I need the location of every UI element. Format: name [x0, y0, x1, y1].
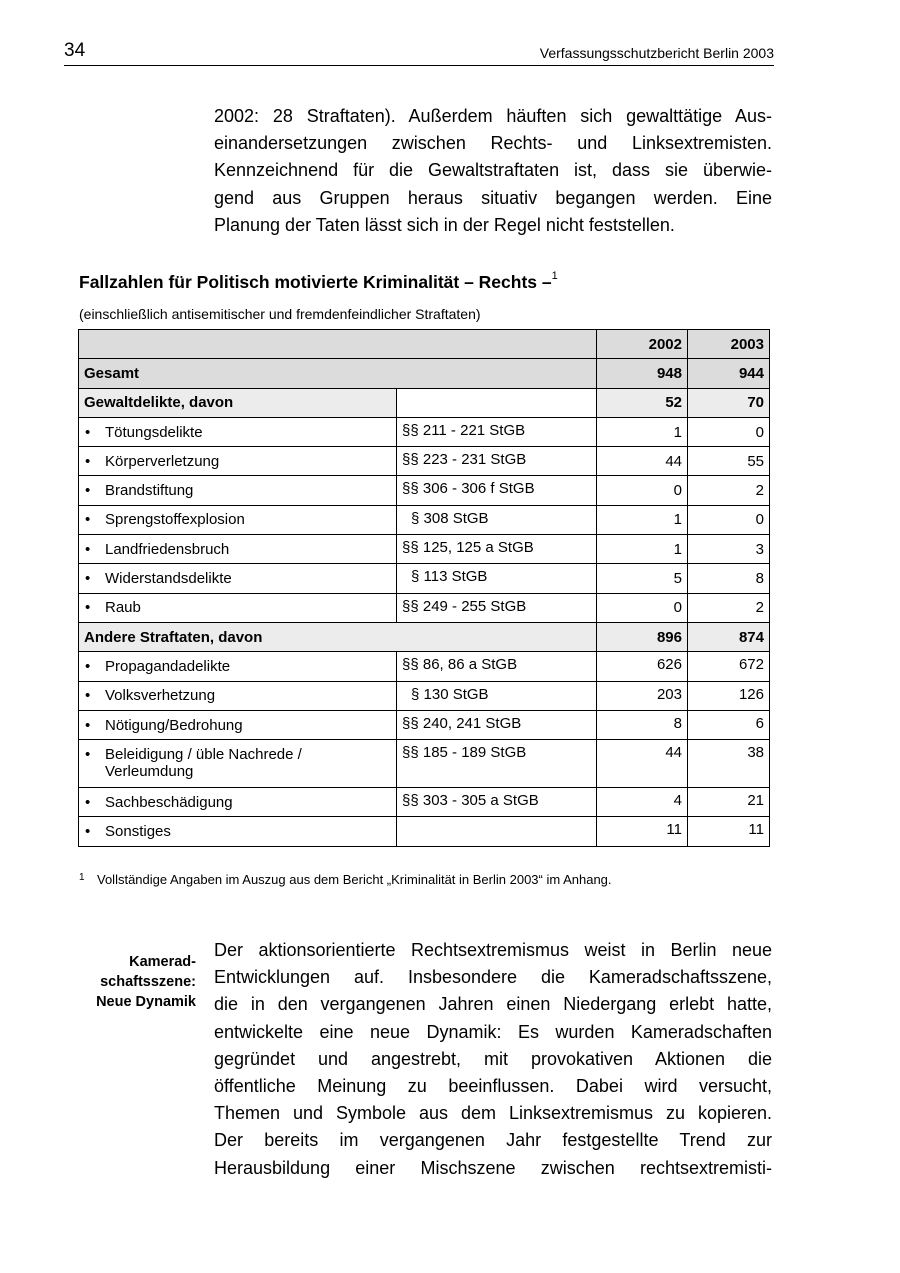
value-2002: 1 [597, 417, 688, 446]
text-line: Entwicklungen auf. Insbesondere die Kameradschaftsszene, [214, 967, 772, 988]
bullet-icon: • [85, 511, 91, 529]
offense-name: • Widerstandsdelikte [79, 564, 397, 593]
value-2003: 3 [688, 535, 770, 564]
total-2003: 944 [688, 359, 770, 388]
text-line: Themen und Symbole aus dem Linksextremismus zu kopieren. [214, 1103, 772, 1124]
value-2002: 5 [597, 564, 688, 593]
group-row-other [79, 622, 770, 651]
bullet-icon: • [85, 599, 91, 617]
total-label: Gesamt [79, 359, 597, 388]
value-2002: 1 [597, 505, 688, 534]
table-row [79, 447, 770, 476]
text-line: Kennzeichnend für die Gewaltstraftaten ist, dass sie überwie- [214, 160, 772, 181]
table-header-row [79, 330, 770, 359]
offense-name: • Nötigung/Bedrohung [79, 710, 397, 739]
bullet-icon: • [85, 423, 91, 441]
bullet-icon: • [85, 540, 91, 558]
group-value-2002: 896 [597, 622, 688, 651]
table-subtitle: (einschließlich antisemitischer und fremdenfeindlicher Straftaten) [79, 306, 481, 322]
bullet-icon: • [85, 793, 91, 811]
value-2002: 8 [597, 710, 688, 739]
value-2003: 55 [688, 447, 770, 476]
text-line: die in den vergangenen Jahren einen Niedergang erlebt hatte, [214, 994, 772, 1015]
value-2002: 203 [597, 681, 688, 710]
crime-statistics-table [78, 329, 770, 847]
offense-name: • Landfriedensbruch [79, 535, 397, 564]
value-2002: 1 [597, 535, 688, 564]
bullet-icon: • [85, 716, 91, 734]
table-row [79, 417, 770, 446]
group-empty-cell [397, 388, 597, 417]
footnote-mark: 1 [79, 872, 85, 883]
group-value-2003: 874 [688, 622, 770, 651]
intro-paragraph [214, 103, 772, 239]
legal-reference: §§ 306 - 306 f StGB [397, 476, 597, 505]
legal-reference: §§ 303 - 305 a StGB [397, 788, 597, 817]
footnote [79, 872, 612, 887]
table-row [79, 681, 770, 710]
offense-name: • Brandstiftung [79, 476, 397, 505]
offense-name: • Raub [79, 593, 397, 622]
value-2002: 0 [597, 593, 688, 622]
running-title: Verfassungsschutzbericht Berlin 2003 [539, 45, 774, 61]
value-2002: 44 [597, 740, 688, 788]
table-row [79, 652, 770, 681]
text-line: gegründet und angestrebt, mit provokativen Aktionen die [214, 1048, 772, 1069]
text-line: Planung der Taten lässt sich in der Regel nicht feststellen. [214, 214, 675, 235]
value-2002: 44 [597, 447, 688, 476]
bullet-icon: • [85, 687, 91, 705]
group-label: Gewaltdelikte, davon [79, 388, 397, 417]
total-2002: 948 [597, 359, 688, 388]
bullet-icon: • [85, 570, 91, 588]
group-value-2002: 52 [597, 388, 688, 417]
year-header-2002: 2002 [597, 330, 688, 359]
legal-reference: §§ 125, 125 a StGB [397, 535, 597, 564]
value-2003: 8 [688, 564, 770, 593]
footnote-text: Vollständige Angaben im Auszug aus dem Bericht „Kriminalität in Berlin 2003“ im Anhang. [97, 872, 612, 887]
table-row [79, 788, 770, 817]
table-row [79, 817, 770, 846]
offense-name: • Tötungsdelikte [79, 417, 397, 446]
footnote-reference: 1 [551, 270, 558, 283]
header-empty-cell [79, 330, 597, 359]
table-row [79, 476, 770, 505]
page-header [64, 40, 774, 66]
bullet-icon: • [85, 746, 91, 764]
bullet-icon: • [85, 482, 91, 500]
group-row-violent [79, 388, 770, 417]
value-2003: 0 [688, 505, 770, 534]
group-label: Andere Straftaten, davon [79, 622, 597, 651]
value-2003: 21 [688, 788, 770, 817]
text-line: einandersetzungen zwischen Rechts- und Linksextremisten. [214, 133, 772, 154]
value-2002: 11 [597, 817, 688, 846]
table-row [79, 505, 770, 534]
value-2003: 126 [688, 681, 770, 710]
value-2002: 4 [597, 788, 688, 817]
value-2003: 2 [688, 593, 770, 622]
table-title-text: Fallzahlen für Politisch motivierte Kriminalität – Rechts – [79, 272, 552, 292]
legal-reference: § 308 StGB [397, 505, 597, 534]
legal-reference: §§ 185 - 189 StGB [397, 740, 597, 788]
text-line: entwickelte eine neue Dynamik: Es wurden Kameradschaften [214, 1021, 772, 1042]
body-paragraph [214, 937, 772, 1182]
value-2003: 0 [688, 417, 770, 446]
text-line: öffentliche Meinung zu beeinflussen. Dabei wird versucht, [214, 1075, 772, 1096]
offense-name: • Volksverhetzung [79, 681, 397, 710]
legal-reference: §§ 240, 241 StGB [397, 710, 597, 739]
bullet-icon: • [85, 452, 91, 470]
legal-reference: §§ 211 - 221 StGB [397, 417, 597, 446]
table-row [79, 535, 770, 564]
offense-name: • Sprengstoffexplosion [79, 505, 397, 534]
year-header-2003: 2003 [688, 330, 770, 359]
value-2002: 0 [597, 476, 688, 505]
legal-reference: § 130 StGB [397, 681, 597, 710]
legal-reference: § 113 StGB [397, 564, 597, 593]
bullet-icon: • [85, 657, 91, 675]
margin-note-line: schaftsszene: [100, 974, 196, 990]
value-2003: 38 [688, 740, 770, 788]
margin-note [60, 952, 196, 1012]
offense-name: • Propagandadelikte [79, 652, 397, 681]
page-number: 34 [64, 40, 86, 61]
margin-note-line: Neue Dynamik [96, 994, 196, 1010]
legal-reference: §§ 249 - 255 StGB [397, 593, 597, 622]
text-line: 2002: 28 Straftaten). Außerdem häuften sich gewalttätige Aus- [214, 106, 772, 126]
value-2003: 6 [688, 710, 770, 739]
value-2003: 11 [688, 817, 770, 846]
offense-name: • Sachbeschädigung [79, 788, 397, 817]
offense-name: • Beleidigung / üble Nachrede / Verleumdung [79, 740, 397, 788]
table-row [79, 593, 770, 622]
bullet-icon: • [85, 823, 91, 841]
value-2003: 672 [688, 652, 770, 681]
offense-name: • Körperverletzung [79, 447, 397, 476]
table-row [79, 564, 770, 593]
table-row [79, 710, 770, 739]
offense-name: • Sonstiges [79, 817, 397, 846]
text-line: Der bereits im vergangenen Jahr festgestellte Trend zur [214, 1130, 772, 1151]
total-row [79, 359, 770, 388]
text-line: Der aktionsorientierte Rechtsextremismus weist in Berlin neue [214, 940, 772, 960]
text-line: gend aus Gruppen heraus situativ begangen werden. Eine [214, 187, 772, 208]
table-title [79, 272, 558, 293]
table-row [79, 740, 770, 788]
text-line: Herausbildung einer Mischszene zwischen rechtsextremisti- [214, 1157, 772, 1178]
group-value-2003: 70 [688, 388, 770, 417]
legal-reference [397, 817, 597, 846]
value-2002: 626 [597, 652, 688, 681]
margin-note-line: Kamerad- [129, 954, 196, 970]
legal-reference: §§ 86, 86 a StGB [397, 652, 597, 681]
legal-reference: §§ 223 - 231 StGB [397, 447, 597, 476]
value-2003: 2 [688, 476, 770, 505]
